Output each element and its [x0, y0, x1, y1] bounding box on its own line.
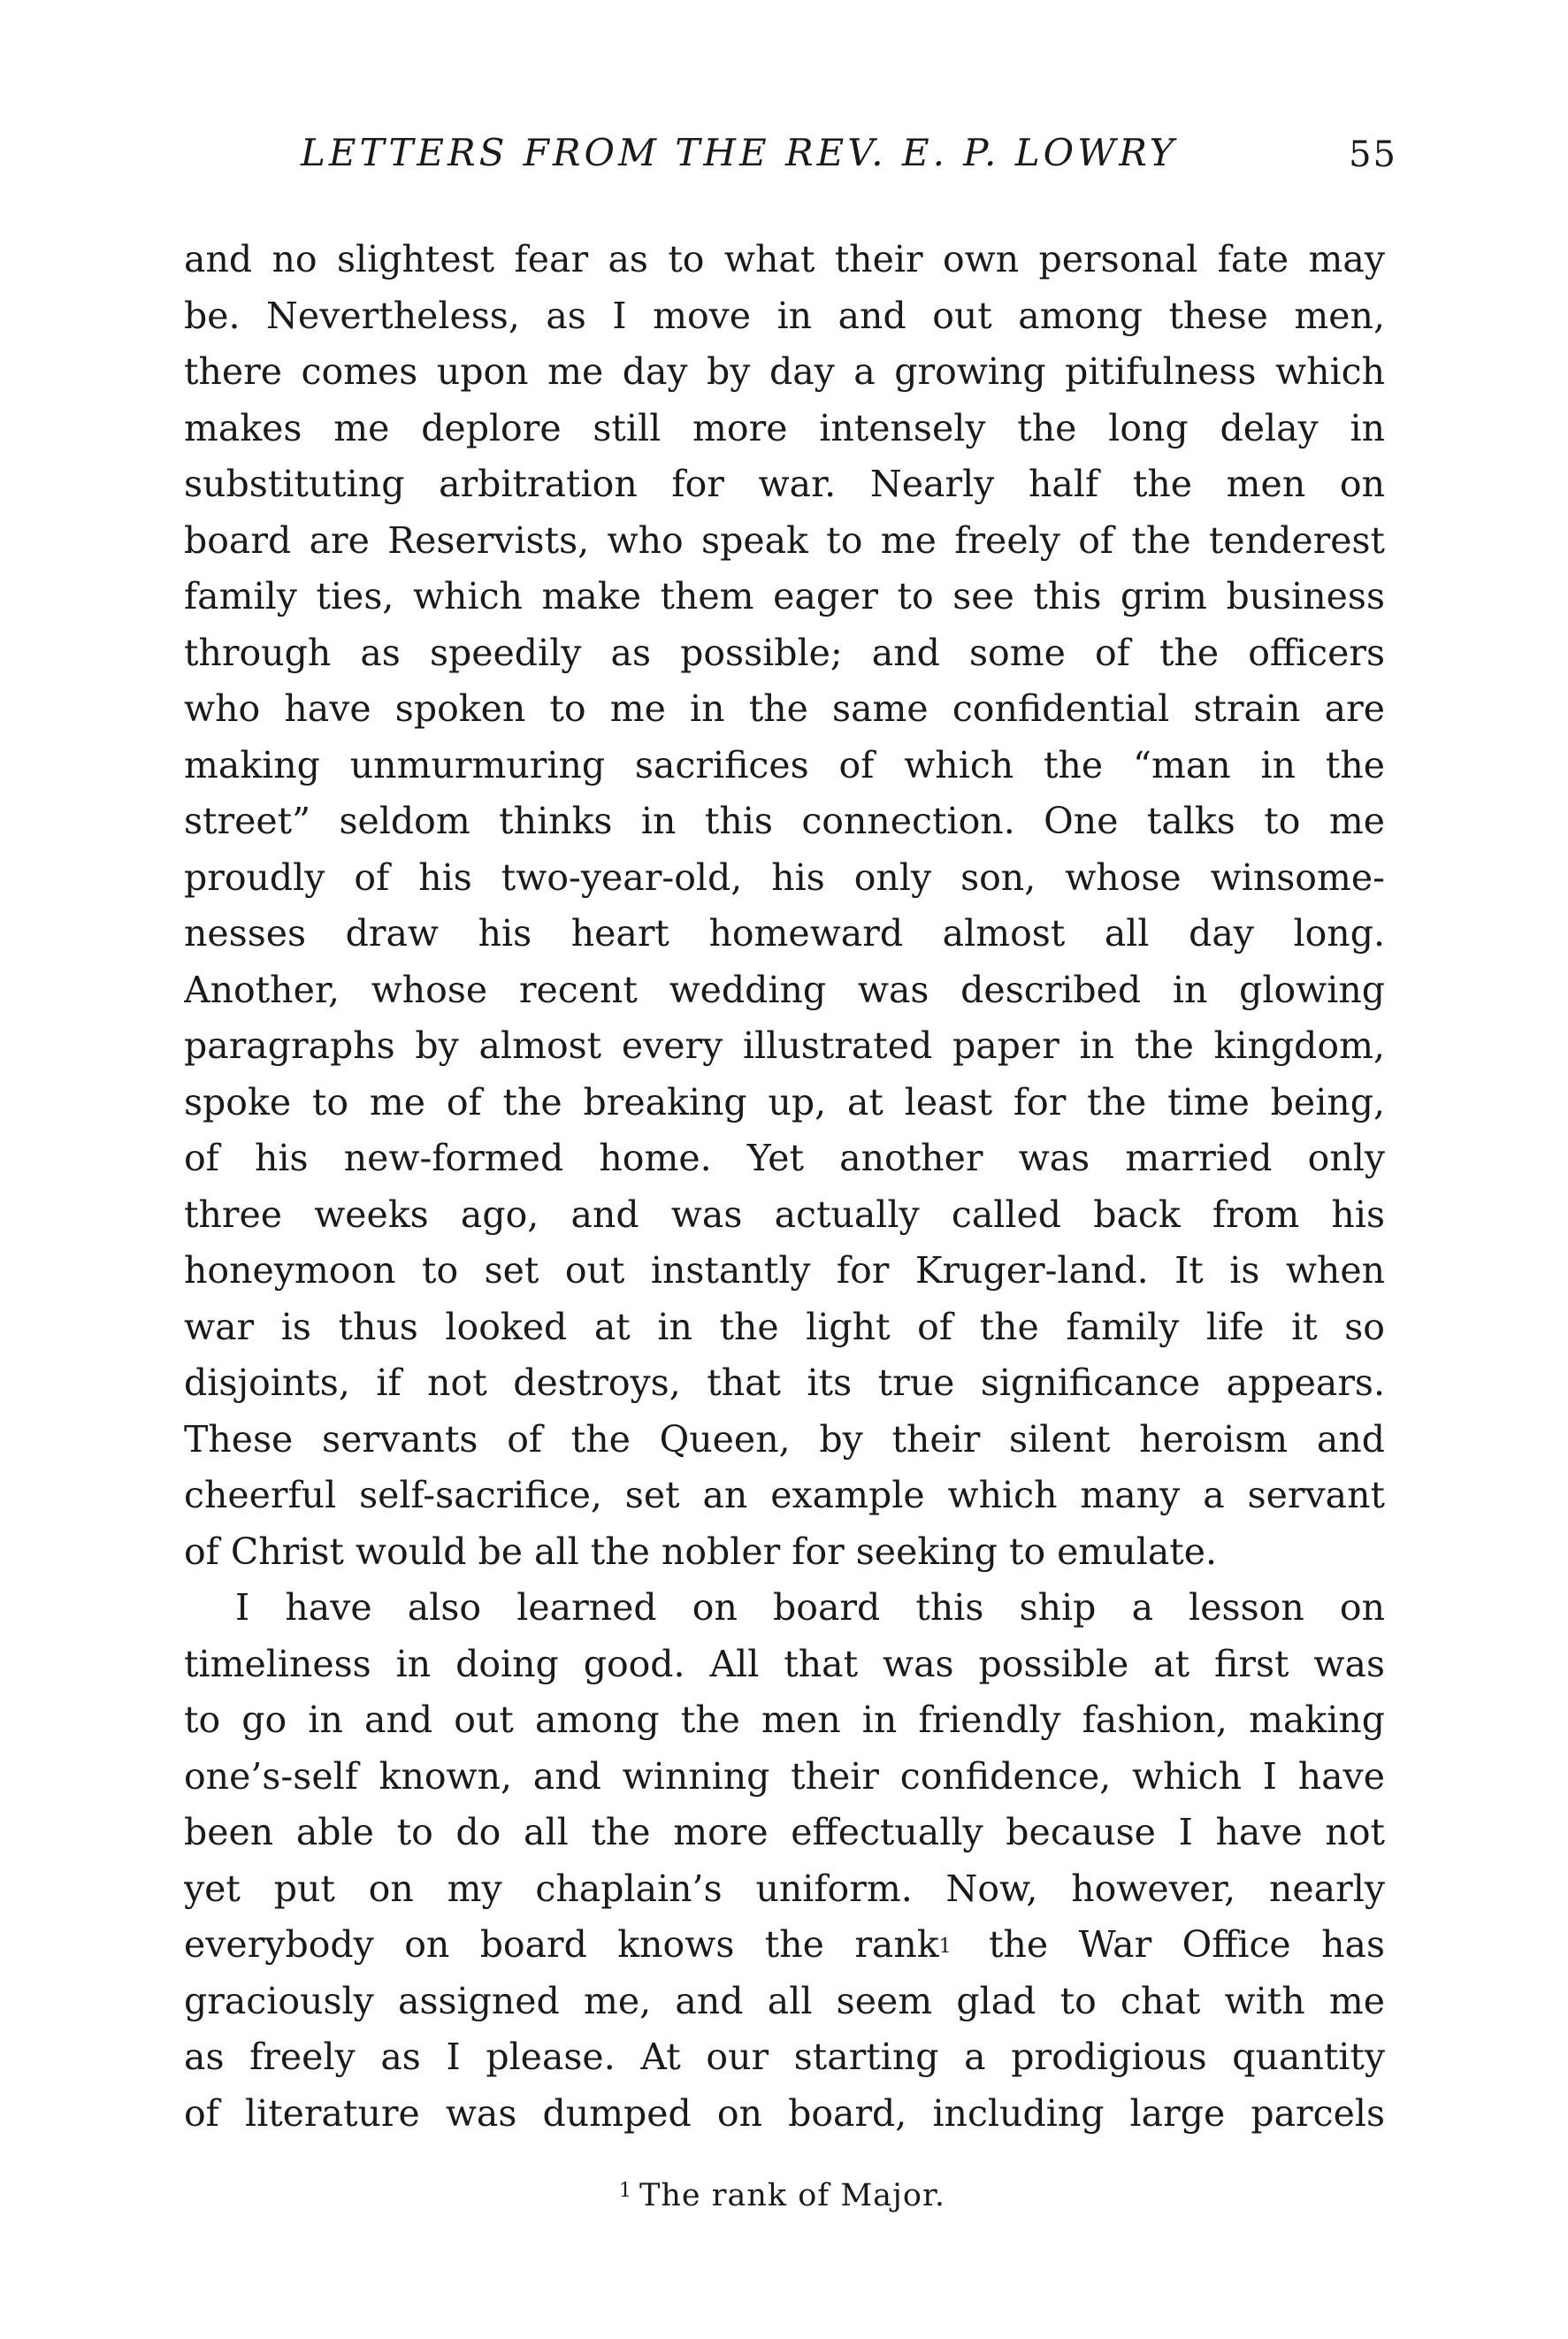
- footnote: [619, 2178, 1238, 2213]
- footnote-mark: 1: [619, 2180, 632, 2202]
- text-line: spoke to me of the breaking up, at least for the time being,: [184, 1080, 1385, 1123]
- text-line: board are Reservists, who speak to me freely of the tenderest: [184, 518, 1385, 562]
- text-segment: everybody on board knows the rank: [184, 1923, 939, 1966]
- text-line: be. Nevertheless, as I move in and out among these men,: [184, 294, 1385, 337]
- text-line: Another, whose recent wedding was described in glowing: [184, 968, 1385, 1011]
- text-line: cheerful self-sacrifice, set an example which many a servant: [184, 1474, 1385, 1516]
- page-number: 55: [1349, 134, 1397, 175]
- text-line: been able to do all the more effectually because I have not: [184, 1811, 1385, 1853]
- text-line-with-footnote-ref: [184, 1917, 1385, 1974]
- text-line: making unmurmuring sacrifices of which the “man in the: [184, 743, 1385, 786]
- text-segment: the War Office has: [958, 1923, 1385, 1966]
- text-line: paragraphs by almost every illustrated paper in the kingdom,: [184, 1024, 1385, 1067]
- text-line: war is thus looked at in the light of the family life it so: [184, 1305, 1385, 1348]
- text-line: proudly of his two-year-old, his only son, whose winsome-: [184, 855, 1385, 899]
- text-line: of his new-formed home. Yet another was married only: [184, 1137, 1385, 1179]
- footnote-reference[interactable]: 1: [938, 1936, 952, 1958]
- running-head: [292, 131, 1397, 184]
- text-line: who have spoken to me in the same confidential strain are: [184, 687, 1385, 730]
- paragraph-first-line: I have also learned on board this ship a lesson on: [235, 1586, 1385, 1629]
- text-line: there comes upon me day by day a growing pitifulness which: [184, 350, 1385, 393]
- footnote-text: The rank of Major.: [639, 2178, 945, 2213]
- body-text: [184, 232, 1385, 2142]
- text-line: to go in and out among the men in friendly fashion, making: [184, 1699, 1385, 1741]
- text-line: timeliness in doing good. All that was possible at first was: [184, 1642, 1385, 1685]
- text-line: These servants of the Queen, by their silent heroism and: [184, 1417, 1385, 1461]
- text-line: of literature was dumped on board, including large parcels: [184, 2091, 1385, 2135]
- running-title: LETTERS FROM THE REV. E. P. LOWRY: [301, 131, 1178, 174]
- text-line: family ties, which make them eager to see this grim business: [184, 575, 1385, 617]
- text-line: honeymoon to set out instantly for Kruger-land. It is when: [184, 1249, 1385, 1292]
- text-line: three weeks ago, and was actually called back from his: [184, 1193, 1385, 1236]
- text-line: nesses draw his heart homeward almost all day long.: [184, 912, 1385, 955]
- text-line: graciously assigned me, and all seem glad to chat with me: [184, 1979, 1385, 2022]
- paragraph-last-line: of Christ would be all the nobler for seeking to emulate.: [184, 1530, 1218, 1573]
- text-line: makes me deplore still more intensely the long delay in: [184, 406, 1385, 449]
- text-line: and no slightest fear as to what their own personal fate may: [184, 238, 1385, 280]
- text-line: as freely as I please. At our starting a prodigious quantity: [184, 2036, 1385, 2078]
- text-line: through as speedily as possible; and some of the officers: [184, 631, 1385, 674]
- text-line: substituting arbitration for war. Nearly half the men on: [184, 463, 1385, 505]
- text-line: disjoints, if not destroys, that its true significance appears.: [184, 1361, 1385, 1404]
- text-line: one’s-self known, and winning their confidence, which I have: [184, 1754, 1385, 1798]
- text-line: street” seldom thinks in this connection. One talks to me: [184, 800, 1385, 842]
- text-line: yet put on my chaplain’s uniform. Now, however, nearly: [184, 1867, 1385, 1910]
